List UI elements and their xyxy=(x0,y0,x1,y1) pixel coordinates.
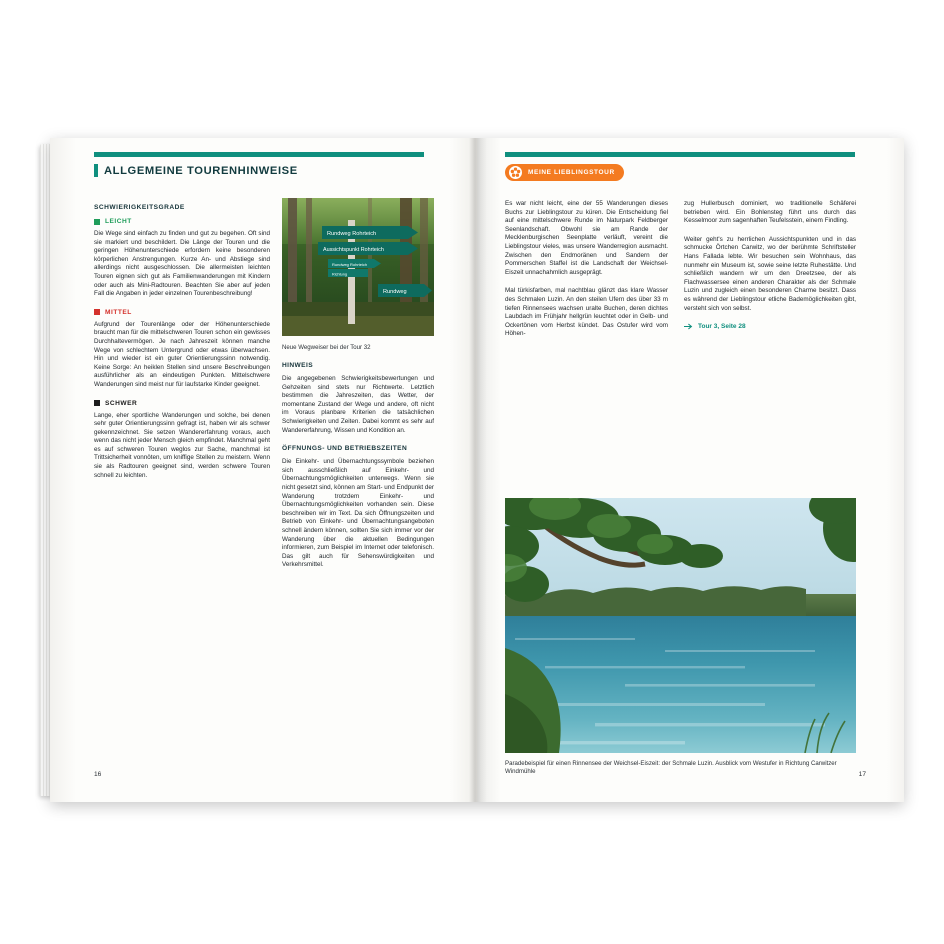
right-page xyxy=(477,138,904,802)
open-book xyxy=(40,138,904,810)
difficulty-mittel-label xyxy=(94,309,270,316)
svg-text:Rundweg: Rundweg xyxy=(383,289,407,295)
section-heading-hinweis: HINWEIS xyxy=(282,362,314,369)
difficulty-schwer-name: SCHWER xyxy=(105,399,138,407)
svg-text:Rundweg Rohrteich: Rundweg Rohrteich xyxy=(327,231,377,237)
lieblingstour-paragraph-1: Es war nicht leicht, eine der 55 Wanderungen dieses Buchs zur Lieblingstour zu küren. Die Entscheidung fiel auf eine mittelschwere Runde im Naturpark Feldberger Seenlandschaft. Obwohl sie am Rande der Mecklenburgischen Seenplatte verläuft, vereint die Lieblingstour vieles, was unsere Wanderregion ausmacht. Zwischen den Endmoränen und Sandern der Pommerschen Staffel ist die Landschaft der Weichsel-Eiszeit unnachahmlich ausgeprägt. xyxy=(505,200,668,276)
difficulty-mittel-name: MITTEL xyxy=(105,308,132,316)
lieblingstour-paragraph-3: zug Hullerbusch dominiert, wo traditionelle Schäferei betrieben wird. Ein Bohlensteg führt uns durch das Kesselmoor zum sagenhaften Teufelsstein, einem Findling. xyxy=(684,200,856,225)
tour-reference-label: Tour 3, Seite 28 xyxy=(698,323,746,331)
photo-signpost xyxy=(282,198,434,336)
title-accent-bar xyxy=(94,164,98,177)
page-title-wrap xyxy=(94,164,298,177)
page-title: ALLGEMEINE TOURENHINWEISE xyxy=(104,164,298,177)
oeffnungszeiten-text: Die Einkehr- und Übernachtungssymbole beziehen sich ausschließlich auf Einkehr- und Übernachtungsmöglichkeiten unterwegs. Wenn sie nicht gesetzt sind, können am Start- und Endpunkt der Wanderung trotzdem Einkehr- und Übernachtungsmöglichkeiten vorhanden sein. Diese beschreiben wir im Text. Da sich Öffnungszeiten und Betrieb von Einkehr- und Übernachtungsangeboten schnell ändern können, sollten Sie sich immer vor der Wanderung über die aktuellen Bedingungen informieren, zum Beispiel im Internet oder telefonisch. Das gilt auch für Sehenswürdigkeiten und Verkehrsmittel. xyxy=(282,458,434,569)
svg-text:Rundweg Rohrteich: Rundweg Rohrteich xyxy=(332,262,368,267)
lieblingstour-badge xyxy=(505,164,624,181)
arrow-right-icon xyxy=(684,323,693,330)
svg-text:Richtung: Richtung xyxy=(332,272,347,277)
difficulty-schwer-label xyxy=(94,400,270,407)
left-page xyxy=(50,138,477,802)
difficulty-schwer-swatch xyxy=(94,400,100,406)
right-page-column-2 xyxy=(684,200,856,330)
difficulty-leicht-label xyxy=(94,218,270,225)
section-heading-schwierigkeitsgrade: SCHWIERIGKEITSGRADE xyxy=(94,204,185,211)
arrow-right-icon-art xyxy=(684,323,693,330)
hinweis-text: Die angegebenen Schwierigkeitsbewertungen und Gehzeiten sind stets nur Richtwerte. Letztlich bestimmen die Jahreszeiten, das Wetter, der momentane Zustand der Wege und andere, oft nicht im Voraus planbare Kriterien die tatsächlichen Schwierigkeiten und Zeiten. Dabei kommt es sehr auf Wandererfahrung, Wissen und Kondition an. xyxy=(282,375,434,434)
book-spread xyxy=(50,138,904,802)
lieblingstour-badge-label: MEINE LIEBLINGSTOUR xyxy=(528,169,615,176)
left-page-second-column xyxy=(282,344,434,580)
flower-icon-art xyxy=(510,167,521,178)
photo-signpost-artwork xyxy=(282,198,434,336)
photo-lake-artwork xyxy=(505,498,856,753)
left-page-top-rule xyxy=(94,152,424,157)
difficulty-leicht-swatch xyxy=(94,219,100,225)
left-column xyxy=(94,204,270,490)
difficulty-mittel-text: Aufgrund der Tourenlänge oder der Höhenunterschiede braucht man für die mittelschweren Touren schon ein gewisses Durchhaltevermögen. Je nach Jahreszeit können manche Wege von schlechtem Untergrund oder etwas überwachsen. Hin und wieder ist ein guter Orientierungssinn notwendig. Keine Sorge: An heiklen Stellen sind unsere Beschreibungen ausführlicher als an eindeutigen Punkten. Mittelschwere Wanderungen sind meist nur für laufstarke Kinder geeignet. xyxy=(94,320,270,388)
photo-signpost-caption: Neue Wegweiser bei der Tour 32 xyxy=(282,344,371,351)
difficulty-schwer-text: Lange, eher sportliche Wanderungen und solche, bei denen sehr guter Orientierungssinn gefragt ist, haben wir als schwer gekennzeichnet. Sie setzen Wandererfahrung voraus, auch wenn das nicht jeder Mensch gleich empfindet. Manchmal geht es auf schweren Touren weglos zur Sache, manchmal ist Trittsicherheit vonnöten, um kniffige Stellen zu meistern. Wenn sie als Radtouren geeignet sind, werden schwere Touren schnell zu leichten. xyxy=(94,411,270,479)
photo-lake-caption: Paradebeispiel für einen Rinnensee der Weichsel-Eiszeit: der Schmale Luzin. Ausblick vom Westufer in Richtung Carwitzer Windmühle xyxy=(505,760,837,776)
difficulty-mittel-swatch xyxy=(94,309,100,315)
difficulty-leicht-name: LEICHT xyxy=(105,218,132,225)
photo-lake xyxy=(505,498,856,753)
svg-text:Aussichtspunkt Rohrteich: Aussichtspunkt Rohrteich xyxy=(323,247,384,253)
right-page-top-rule xyxy=(505,152,855,157)
folio-right: 17 xyxy=(858,771,866,778)
difficulty-leicht-text: Die Wege sind einfach zu finden und gut zu begehen. Oft sind sie markiert und beschildert. Die Länge der Touren und die geringen Höhenunterschiede erfordern keine besonderen körperlichen Anstrengungen. Kurze An- und Abstiege sind allerdings nicht ausgeschlossen. Die allermeisten leichten Touren eignen sich gut als Familienwanderungen mit Kindern oder auch als Mini-Radtouren. Beachten Sie aber auf jeden Fall die Angaben in jeder einzelnen Tourenbeschreibung! xyxy=(94,230,270,298)
section-heading-oeffnungszeiten: ÖFFNUNGS- UND BETRIEBSZEITEN xyxy=(282,445,408,453)
lieblingstour-paragraph-4: Weiter geht's zu herrlichen Aussichtspunkten und in das schmucke Örtchen Carwitz, wo der berühmte Schriftsteller Hans Fallada lebte. Wir besuchen sein Wohnhaus, das nunmehr ein Museum ist, sowie seine letzte Ruhestätte. Und schließlich wandern wir um den Dreetzsee, der als Flachwassersee einen anderen Charakter als der Schmale Luzin und zugleich einen besonderen Charme besitzt. Dass es während der Lieblingstour etliche Bademöglichkeiten gibt, versteht sich von selbst. xyxy=(684,235,856,312)
tour-reference-link[interactable] xyxy=(684,323,856,330)
lieblingstour-paragraph-2: Mal türkisfarben, mal nachtblau glänzt das klare Wasser des Schmalen Luzin. An den steilen Ufern des über 33 m tiefen Rinnensees wachsen uralte Buchen, deren dichtes Laubdach im Frühjahr hellgrün leuchtet oder in Gelb- und Ockertönen vom Herbst kündet. Das Ostufer wird vom Höhen- xyxy=(505,287,668,338)
flower-icon xyxy=(509,166,522,179)
right-page-column-1 xyxy=(505,200,668,349)
folio-left: 16 xyxy=(94,771,102,778)
